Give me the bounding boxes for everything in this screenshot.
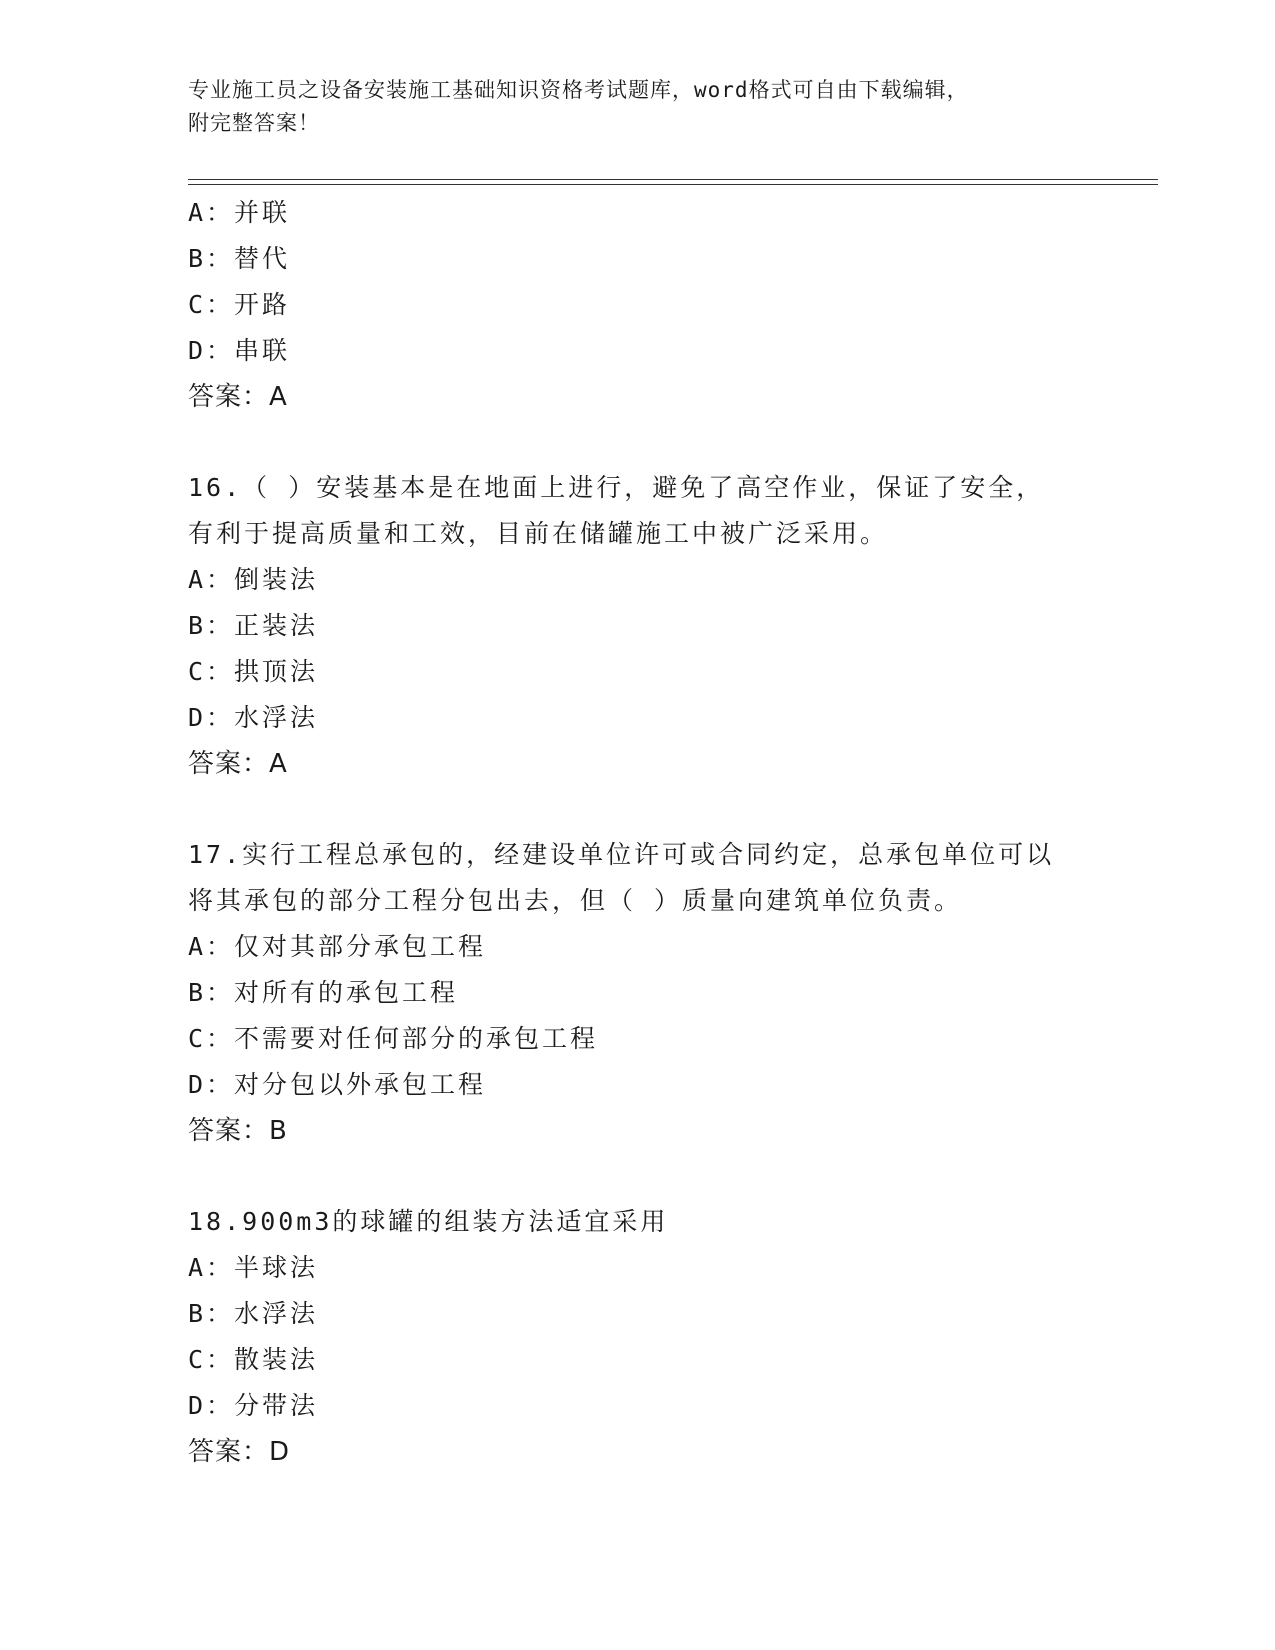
document-header bbox=[188, 74, 1088, 140]
option-a: A：并联 bbox=[188, 198, 291, 227]
question-17 bbox=[188, 832, 1148, 1154]
question-spacer bbox=[188, 787, 1148, 832]
answer-line: 答案：D bbox=[188, 1437, 291, 1467]
option-d: D：对分包以外承包工程 bbox=[188, 1070, 487, 1099]
question-list bbox=[188, 190, 1148, 1475]
option-c: C：不需要对任何部分的承包工程 bbox=[188, 1024, 599, 1053]
option-c: C：散装法 bbox=[188, 1345, 319, 1374]
option-d: D：水浮法 bbox=[188, 703, 319, 732]
option-d: D：分带法 bbox=[188, 1391, 319, 1420]
question-stem: 16.（ ）安装基本是在地面上进行，避免了高空作业，保证了安全， bbox=[188, 473, 1045, 502]
answer-line: 答案：B bbox=[188, 1116, 288, 1146]
option-a: A：半球法 bbox=[188, 1253, 319, 1282]
option-b: B：对所有的承包工程 bbox=[188, 978, 459, 1007]
question-15-tail bbox=[188, 190, 1148, 420]
answer-line: 答案：A bbox=[188, 382, 288, 412]
option-a: A：倒装法 bbox=[188, 565, 319, 594]
header-divider-bottom bbox=[188, 184, 1158, 185]
answer-line: 答案：A bbox=[188, 749, 288, 779]
question-stem-continued: 有利于提高质量和工效，目前在储罐施工中被广泛采用。 bbox=[188, 519, 889, 548]
option-b: B：正装法 bbox=[188, 611, 319, 640]
question-spacer bbox=[188, 1154, 1148, 1199]
option-b: B：水浮法 bbox=[188, 1299, 319, 1328]
header-divider-top bbox=[188, 179, 1158, 180]
header-title-line-1: 专业施工员之设备安装施工基础知识资格考试题库，word格式可自由下载编辑， bbox=[188, 78, 969, 102]
option-c: C：开路 bbox=[188, 290, 291, 319]
question-stem: 17.实行工程总承包的，经建设单位许可或合同约定，总承包单位可以 bbox=[188, 840, 1055, 869]
option-b: B：替代 bbox=[188, 244, 291, 273]
option-d: D：串联 bbox=[188, 336, 291, 365]
option-c: C：拱顶法 bbox=[188, 657, 319, 686]
question-16 bbox=[188, 465, 1148, 787]
question-stem: 18.900m3的球罐的组装方法适宜采用 bbox=[188, 1207, 669, 1236]
header-title-line-2: 附完整答案！ bbox=[188, 111, 320, 135]
question-spacer bbox=[188, 420, 1148, 465]
option-a: A：仅对其部分承包工程 bbox=[188, 932, 487, 961]
question-18 bbox=[188, 1199, 1148, 1475]
question-stem-continued: 将其承包的部分工程分包出去，但（ ）质量向建筑单位负责。 bbox=[188, 886, 963, 915]
